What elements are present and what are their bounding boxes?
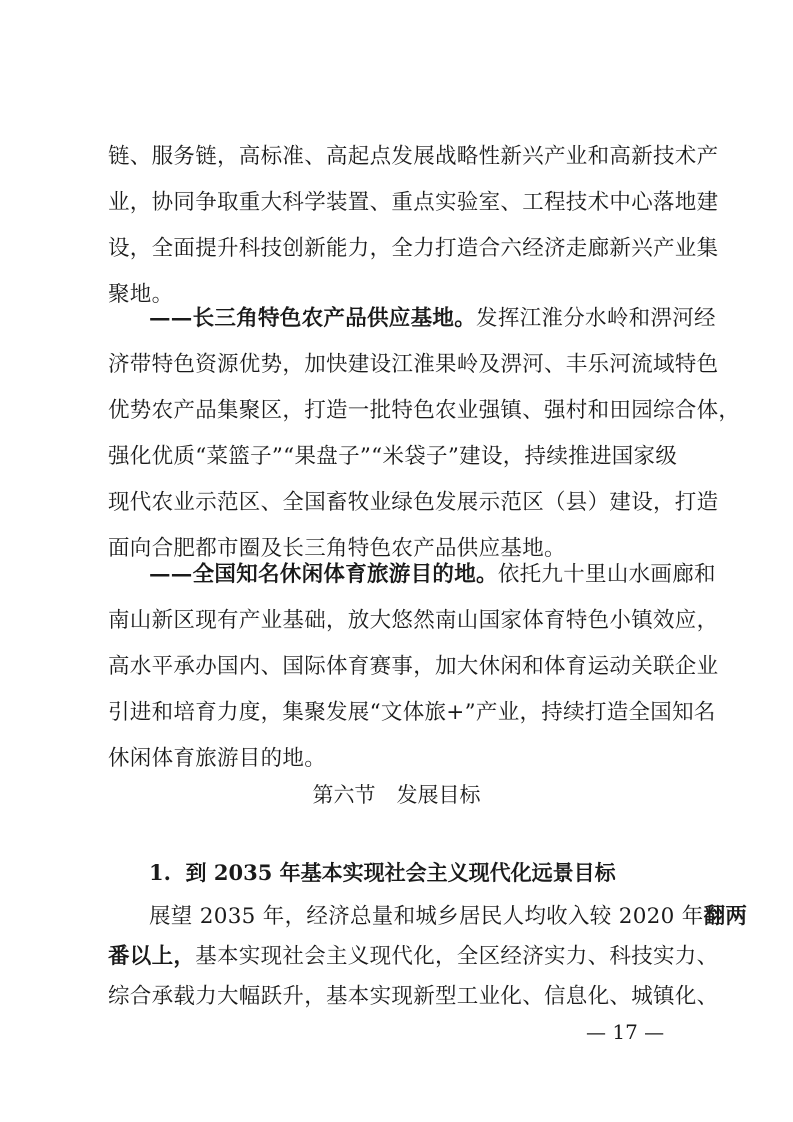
paragraph-line: 济带特色资源优势，加快建设江淮果岭及淠河、丰乐河流域特色 [108,352,719,377]
section-heading: 第六节 发展目标 [312,783,481,807]
paragraph-line: 高水平承办国内、国际体育赛事，加大休闲和体育运动关联企业 [108,654,719,679]
paragraph-line: 聚地。 [108,282,174,307]
paragraph-line: 南山新区现有产业基础，放大悠然南山国家体育特色小镇效应， [108,608,719,633]
paragraph-line: 强化优质“菜篮子”“果盘子”“米袋子”建设，持续推进国家级 [108,444,678,469]
paragraph-line [108,942,718,972]
paragraph-line: 引进和培育力度，集聚发展“文体旅+”产业，持续打造全国知名 [108,700,716,725]
bold-heading-text: ——全国知名休闲体育旅游目的地。 [149,562,498,587]
page-number: — 17 — [586,1020,665,1044]
paragraph-line: 面向合肥都市圈及长三角特色农产品供应基地。 [108,536,566,561]
paragraph-lead [149,902,747,932]
paragraph-line: 休闲体育旅游目的地。 [108,746,327,771]
paragraph-lead [149,304,716,334]
line-text: 基本实现社会主义现代化，全区经济实力、科技实力、 [195,944,719,969]
paragraph-line: 综合承载力大幅跃升，基本实现新型工业化、信息化、城镇化、 [108,984,719,1009]
bold-text: 翻两 [703,904,748,929]
paragraph-line: 链、服务链，高标准、高起点发展战略性新兴产业和高新技术产 [108,144,719,169]
lead-text: 依托九十里山水画廊和 [497,562,716,587]
paragraph-line: 设，全面提升科技创新能力，全力打造合六经济走廊新兴产业集 [108,236,719,261]
bold-text: 番以上， [108,944,196,969]
bold-heading-text: ——长三角特色农产品供应基地。 [149,306,477,331]
subsection-heading: 1. 到 2035 年基本实现社会主义现代化远景目标 [149,860,616,885]
paragraph-line: 现代农业示范区、全国畜牧业绿色发展示范区（县）建设，打造 [108,490,719,515]
paragraph-line: 业，协同争取重大科学装置、重点实验室、工程技术中心落地建 [108,190,719,215]
paragraph-line: 优势农产品集聚区，打造一批特色农业强镇、强村和田园综合体， [108,398,741,423]
lead-text: 发挥江淮分水岭和淠河经 [476,306,716,331]
paragraph-lead [149,560,716,590]
lead-text: 展望 2035 年，经济总量和城乡居民人均收入较 2020 年 [149,904,704,929]
